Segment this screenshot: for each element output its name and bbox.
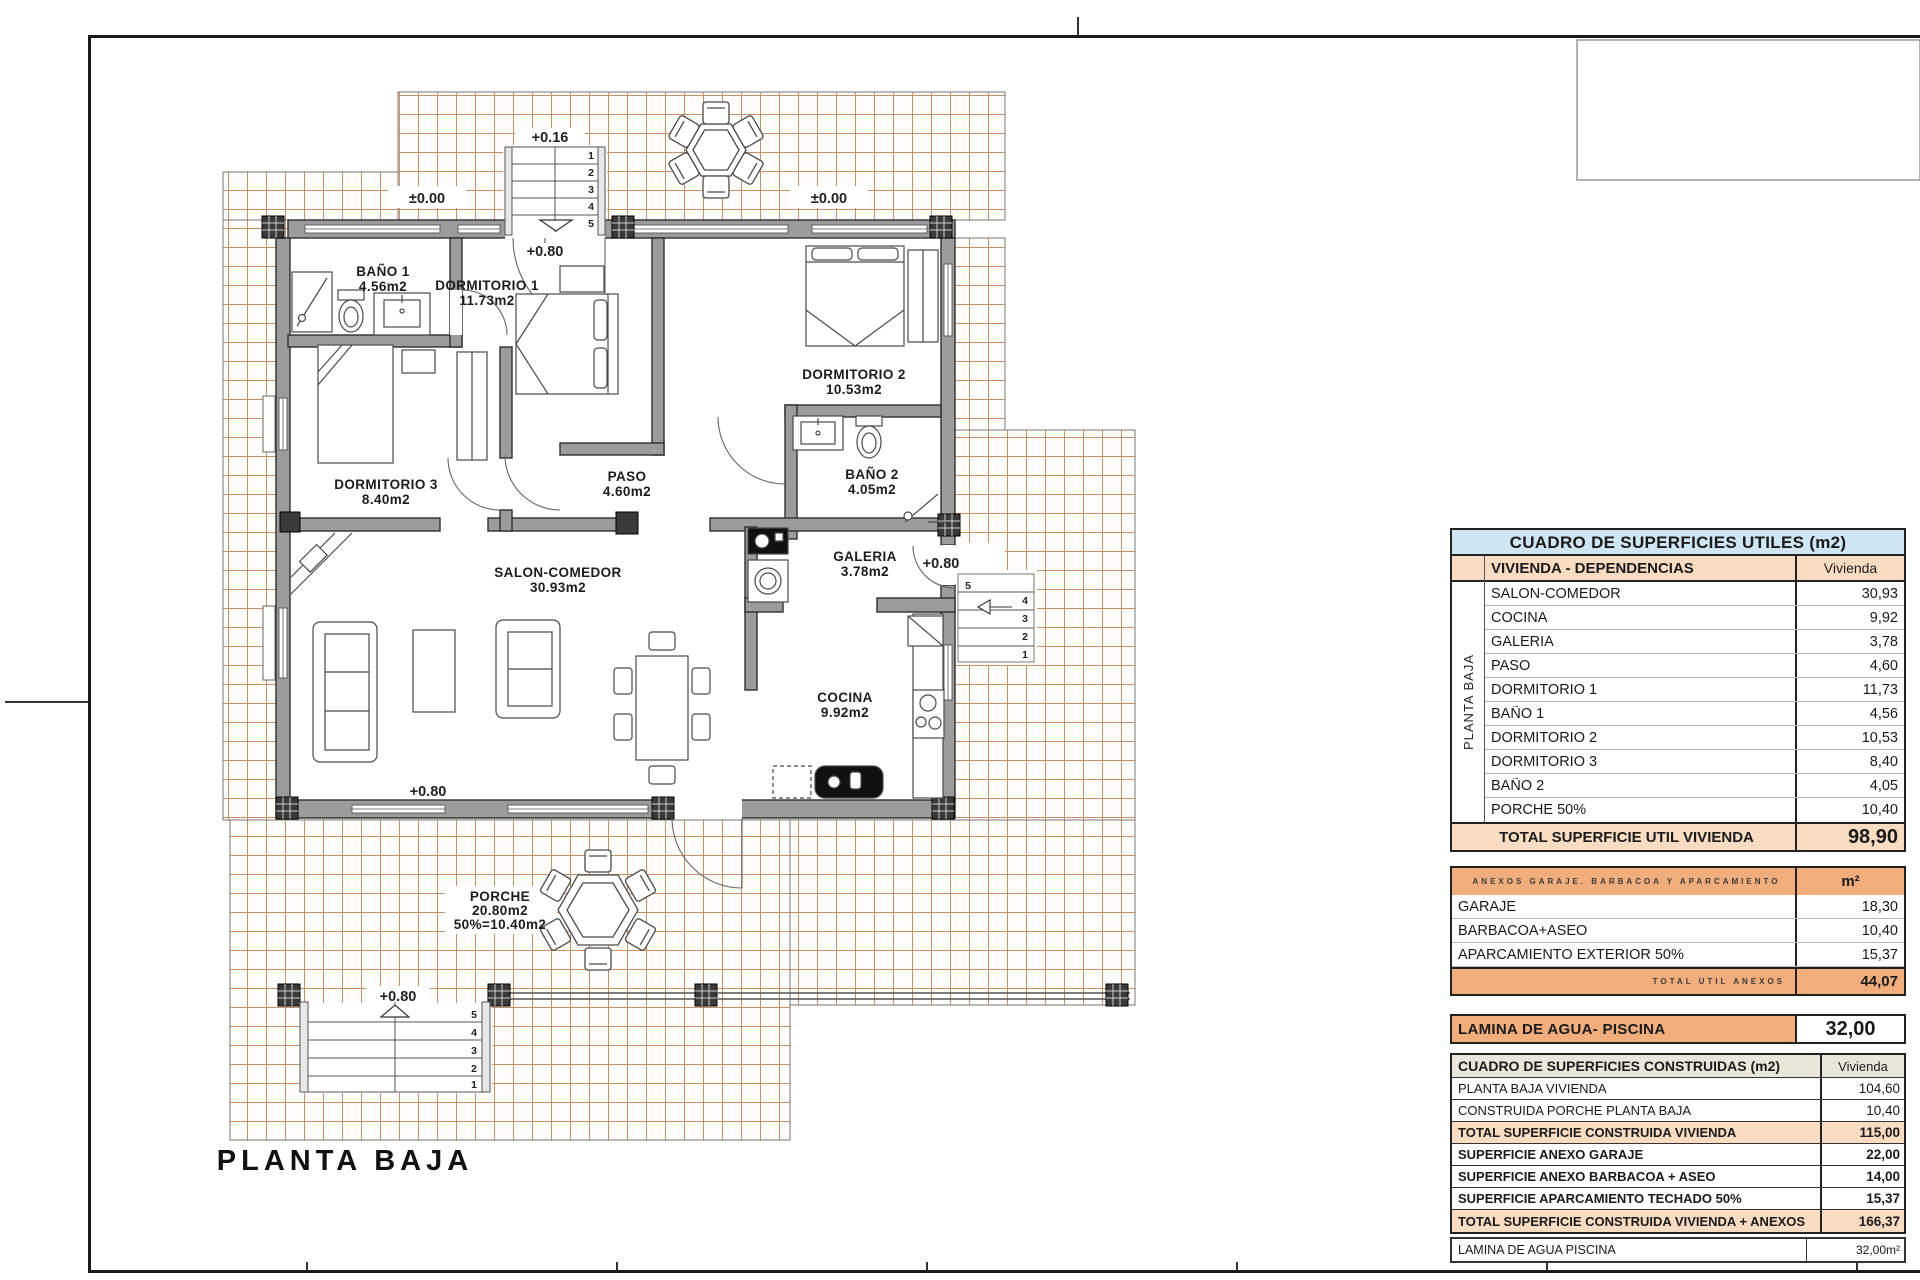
toilet-icon [856,416,882,458]
table-row: BAÑO 1 4,56 [1485,702,1904,726]
table-row: APARCAMIENTO EXTERIOR 50% 15,37 [1452,943,1904,967]
table-header-row [1452,1055,1904,1078]
sink-icon [374,293,430,335]
wardrobe-icon [908,250,938,342]
elevation-mark: ±0.00 [810,191,848,207]
table-superficies-construidas [1450,1053,1906,1234]
piscina-label: LAMINA DE AGUA- PISCINA [1458,1020,1666,1038]
room-label: DORMITORIO 3 [334,477,438,492]
title-block [1577,40,1920,180]
stair-number: 4 [1022,595,1028,607]
table-row: DORMITORIO 2 10,53 [1485,726,1904,750]
room-label: BAÑO 2 [845,467,899,482]
table-row: GALERIA 3,78 [1485,630,1904,654]
column-header: m² [1795,868,1904,895]
room-area: 4.56m2 [358,279,408,294]
stair-number: 4 [588,201,594,213]
table-row: SUPERFICIE ANEXO BARBACOA + ASEO 14,00 [1452,1166,1904,1188]
table-row: SALON-COMEDOR 30,93 [1485,582,1904,606]
table-header-row [1452,868,1904,895]
stair-number: 1 [588,150,594,162]
elevation-mark: +0.80 [526,244,564,260]
table-row: DORMITORIO 1 11,73 [1485,678,1904,702]
room-label: SALON-COMEDOR [494,565,622,580]
table-superficies-utiles [1450,528,1906,852]
nightstand-icon [402,350,435,373]
stair-number: 3 [1022,613,1028,625]
stair-number: 3 [471,1045,477,1057]
table-header-row [1485,556,1904,582]
column-header: ANEXOS GARAJE. BARBACOA Y APARCAMIENTO [1472,877,1781,886]
plan-title: PLANTA BAJA [216,1145,474,1177]
elevation-mark: +0.80 [409,784,447,800]
piscina-label: LAMINA DE AGUA PISCINA [1458,1243,1616,1257]
toilet-icon [338,290,364,332]
room-area: 8.40m2 [361,492,411,507]
total-label: TOTAL SUPERFICIE UTIL VIVIENDA [1499,828,1754,846]
room-area: 30.93m2 [529,580,587,595]
table-row: PORCHE 50% 10,40 [1485,798,1904,822]
stair-number: 5 [471,1009,477,1021]
room-area: 4.60m2 [602,484,652,499]
stair-number: 1 [1022,649,1028,661]
stair-number: 2 [471,1063,477,1075]
total-value: 98,90 [1795,824,1904,850]
table-side-column [1452,556,1485,822]
room-area: 4.05m2 [847,482,897,497]
stair-number: 3 [588,184,594,196]
room-area: 20.80m2 [471,903,529,918]
sink-icon [793,416,843,450]
table-title: CUADRO DE SUPERFICIES CONSTRUIDAS (m2) [1458,1058,1781,1074]
room-label: PORCHE [469,889,531,904]
column-header: Vivienda [1820,1055,1904,1077]
table-row: CONSTRUIDA PORCHE PLANTA BAJA 10,40 [1452,1100,1904,1122]
elevation-mark: ±0.00 [408,191,446,207]
table-anexos [1450,866,1906,996]
table-row: DORMITORIO 3 8,40 [1485,750,1904,774]
table-total-row [1452,967,1904,994]
table-row: PASO 4,60 [1485,654,1904,678]
stair-number: 5 [588,218,594,230]
elevation-mark: +0.80 [379,989,417,1005]
column-header: Vivienda [1795,556,1904,580]
table-piscina-construida [1450,1237,1906,1263]
table-total-row: TOTAL SUPERFICIE CONSTRUIDA VIVIENDA 115,00 [1452,1122,1904,1144]
sofa-icon [496,620,560,718]
table-row: SUPERFICIE APARCAMIENTO TECHADO 50% 15,37 [1452,1188,1904,1210]
table-row: BAÑO 2 4,05 [1485,774,1904,798]
stair-number: 2 [588,167,594,179]
elevation-mark: +0.80 [922,556,960,572]
table-row: BARBACOA+ASEO 10,40 [1452,919,1904,943]
frame-tick-left [5,701,88,703]
stair-number: 2 [1022,631,1028,643]
table-total-row [1452,822,1904,850]
room-area: 10.53m2 [825,382,883,397]
room-label: COCINA [817,690,873,705]
room-label: DORMITORIO 2 [802,367,906,382]
table-piscina [1450,1014,1906,1044]
stairs-side [958,574,1034,662]
table-row: COCINA 9,92 [1485,606,1904,630]
stair-number: 1 [471,1079,477,1091]
coffee-table-icon [413,630,455,712]
kitchen-sink-icon [815,766,883,798]
room-label: DORMITORIO 1 [435,278,539,293]
room-area: 3.78m2 [840,564,890,579]
total-value: 44,07 [1795,969,1904,994]
wardrobe-icon [457,352,487,460]
laundry-sink-icon [748,528,788,554]
room-label: PASO [607,469,647,484]
table-total-row: TOTAL SUPERFICIE CONSTRUIDA VIVIENDA + ANEXOS 166,37 [1452,1210,1904,1232]
sofa-icon [313,622,377,762]
side-label: PLANTA BAJA [1460,653,1476,750]
room-label: BAÑO 1 [356,264,410,279]
room-area-note: 50%=10.40m2 [453,917,547,932]
washing-machine-icon [748,560,788,602]
frame-tick-top [1077,17,1079,35]
elevation-mark: +0.16 [531,130,569,146]
single-bed-icon [318,345,393,463]
total-label: TOTAL UTIL ANEXOS [1652,977,1785,986]
table-row: GARAJE 18,30 [1452,895,1904,919]
double-bed-icon [806,246,904,346]
stair-number: 4 [471,1027,477,1039]
table-row: SUPERFICIE ANEXO GARAJE 22,00 [1452,1144,1904,1166]
shower-icon [292,272,332,332]
piscina-value: 32,00m² [1806,1239,1904,1261]
piscina-value: 32,00 [1795,1016,1904,1042]
stair-number: 5 [965,580,971,592]
room-label: GALERIA [833,549,897,564]
cooktop-icon [913,690,944,738]
room-area: 11.73m2 [459,293,515,308]
table-row: PLANTA BAJA VIVIENDA 104,60 [1452,1078,1904,1100]
table-title: CUADRO DE SUPERFICIES UTILES (m2) [1452,530,1904,556]
dishwasher-icon [773,766,811,798]
column-header: VIVIENDA - DEPENDENCIAS [1491,559,1694,577]
room-area: 9.92m2 [820,705,870,720]
fridge-icon [908,616,943,646]
